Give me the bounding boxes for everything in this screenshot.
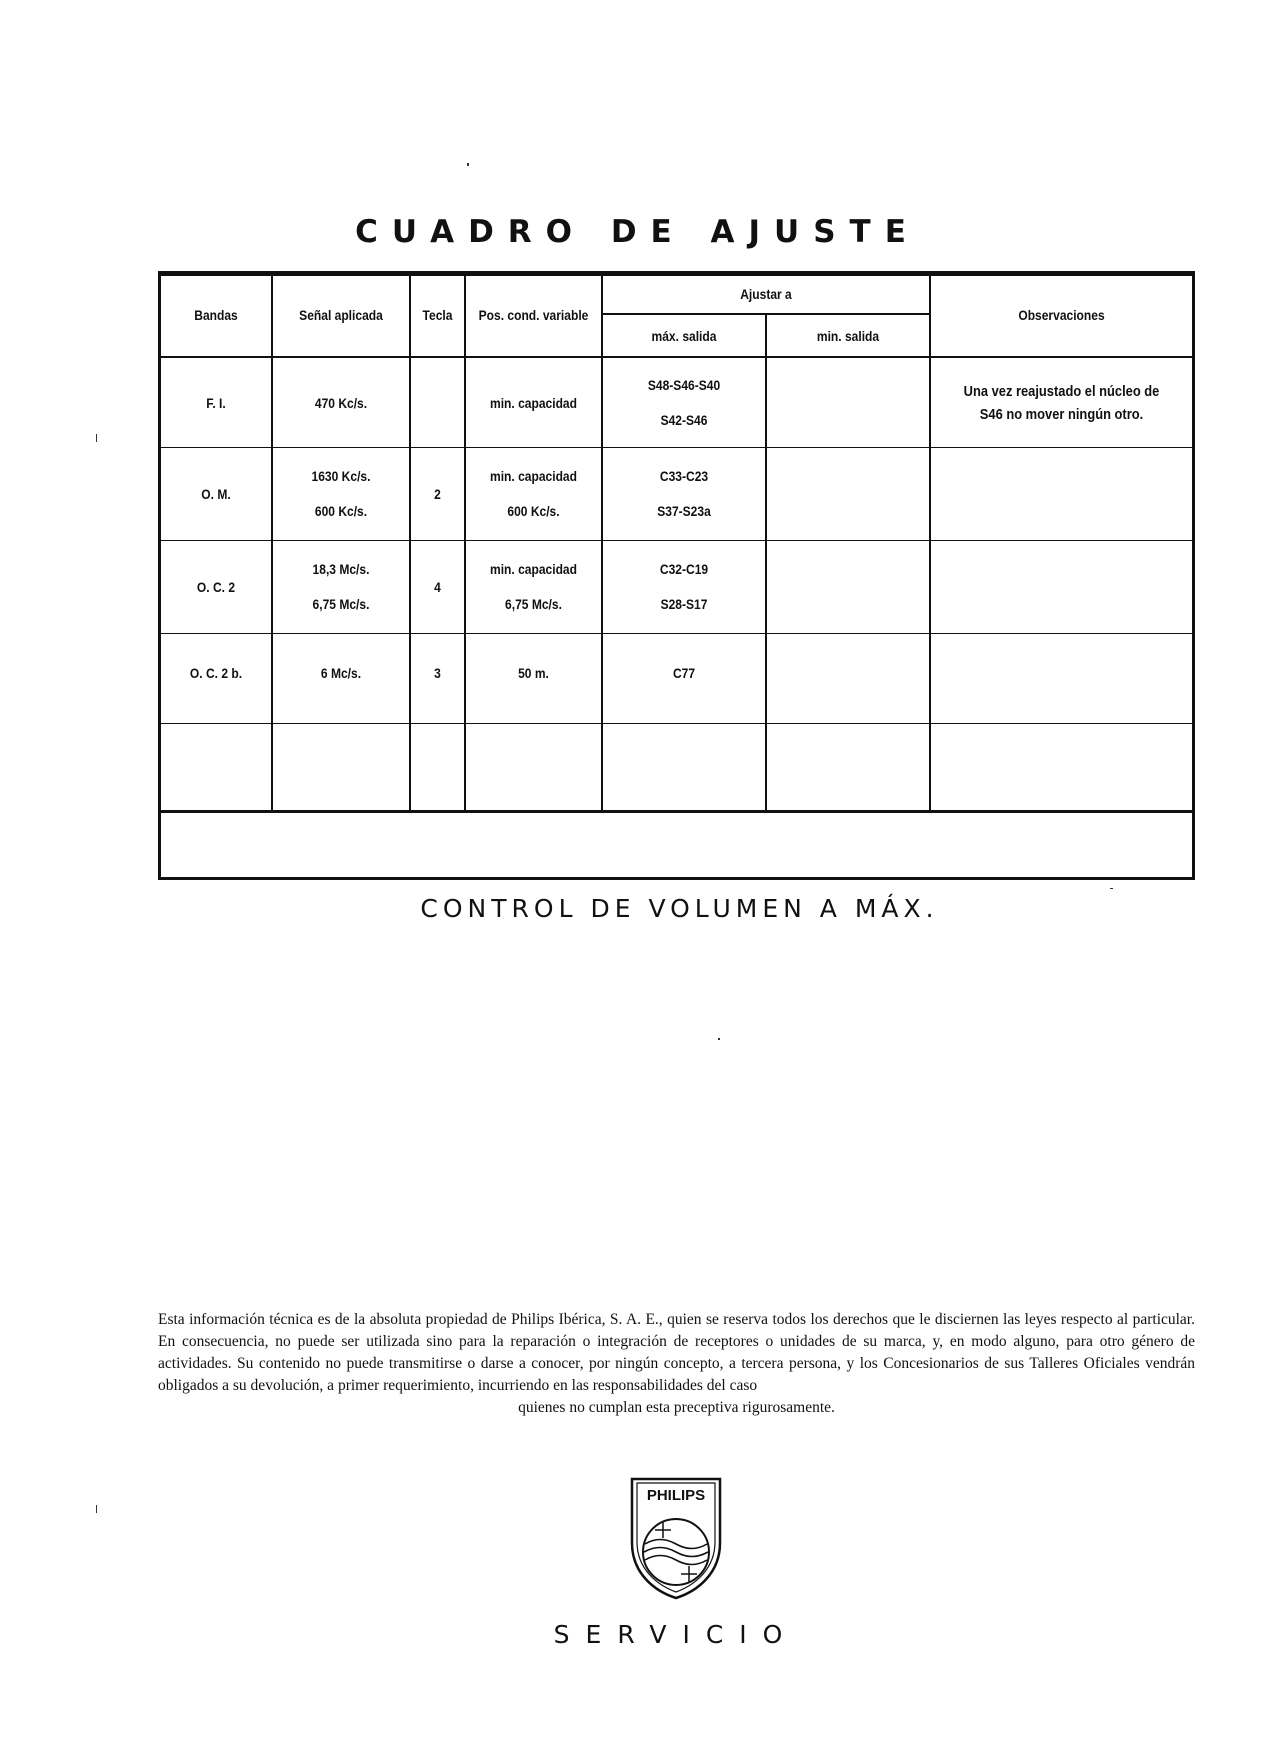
row2-pos bbox=[475, 448, 591, 540]
row2-max bbox=[614, 448, 753, 540]
row1-max-line1: S48-S46-S40 bbox=[647, 376, 721, 393]
row2-tecla: 2 bbox=[434, 486, 441, 502]
column-divider bbox=[271, 274, 273, 811]
row3-senal-line1: 18,3 Mc/s. bbox=[312, 561, 370, 577]
header-ajustar: Ajustar a bbox=[740, 285, 792, 302]
header-max: máx. salida bbox=[651, 327, 717, 344]
logo-brand: PHILIPS bbox=[646, 1487, 706, 1504]
row1-banda: F. I. bbox=[206, 394, 226, 411]
row2-senal-line2: 600 Kc/s. bbox=[314, 503, 368, 519]
scan-speck bbox=[1110, 888, 1113, 889]
row3-max bbox=[614, 541, 753, 633]
scan-speck bbox=[467, 163, 469, 166]
row2-max-line1: C33-C23 bbox=[659, 468, 709, 484]
row4-max: C77 bbox=[672, 664, 696, 681]
row1-observaciones bbox=[949, 358, 1173, 447]
row2-pos-line2: 600 Kc/s. bbox=[507, 503, 560, 519]
row4-pos: 50 m. bbox=[518, 664, 549, 681]
header-tecla: Tecla bbox=[422, 307, 453, 323]
scan-speck bbox=[96, 1505, 97, 1513]
row3-pos-line2: 6,75 Mc/s. bbox=[505, 596, 562, 612]
scan-speck bbox=[718, 1038, 720, 1040]
volume-control-note: CONTROL DE VOLUMEN A MÁX. bbox=[420, 894, 939, 923]
row2-max-line2: S37-S23a bbox=[657, 503, 711, 519]
legal-notice-last-line: quienes no cumplan esta preceptiva rigurosamente. bbox=[518, 1399, 835, 1416]
row1-pos: min. capacidad bbox=[490, 394, 577, 411]
row2-banda: O. M. bbox=[201, 486, 231, 502]
servicio-label: SERVICIO bbox=[553, 1620, 799, 1649]
adjustment-table bbox=[158, 271, 1195, 923]
philips-shield-logo bbox=[626, 1477, 726, 1600]
row-divider bbox=[161, 810, 1192, 813]
row3-senal-line2: 6,75 Mc/s. bbox=[312, 596, 370, 612]
row3-banda: O. C. 2 bbox=[196, 579, 236, 595]
legal-notice bbox=[158, 1309, 1195, 1419]
column-divider bbox=[601, 274, 603, 811]
row1-max bbox=[614, 358, 753, 447]
header-pos: Pos. cond. variable bbox=[478, 307, 589, 323]
row1-senal: 470 Kc/s. bbox=[314, 394, 368, 411]
row3-pos-line1: min. capacidad bbox=[490, 561, 577, 577]
scan-speck bbox=[96, 434, 97, 442]
row3-pos bbox=[475, 541, 591, 633]
row1-max-line2: S42-S46 bbox=[660, 411, 708, 428]
row2-senal-line1: 1630 Kc/s. bbox=[311, 468, 371, 484]
column-divider bbox=[464, 274, 466, 811]
row2-senal bbox=[283, 448, 400, 540]
column-divider bbox=[409, 274, 411, 811]
row1-obs-line2: S46 no mover ningún otro. bbox=[979, 405, 1144, 423]
row3-max-line1: C32-C19 bbox=[659, 561, 709, 577]
column-divider bbox=[765, 313, 767, 811]
row3-tecla: 4 bbox=[434, 579, 441, 595]
row4-banda: O. C. 2 b. bbox=[189, 664, 243, 681]
row1-obs-line1: Una vez reajustado el núcleo de bbox=[963, 382, 1160, 400]
header-bandas: Bandas bbox=[194, 307, 238, 323]
legal-notice-body: Esta información técnica es de la absoluta propiedad de Philips Ibérica, S. A. E., quien se reserva todos los derechos que le disciernen las leyes respecto al particular. En consecuencia, no puede ser utilizada sino para la reparación o integración de receptores o unidades de su marca, y, en modo alguno, para otro género de actividades. Su contenido no puede transmitirse o darse a conocer, por ningún concepto, a tercera persona, y los Concesionarios de sus Talleres Oficiales vendrán obligados a su devolución, a primer requerimiento, incurriendo en las responsabilidades del caso bbox=[158, 1311, 1195, 1394]
page-title: CUADRO DE AJUSTE bbox=[355, 214, 920, 250]
row3-senal bbox=[283, 541, 400, 633]
column-divider bbox=[929, 274, 931, 811]
header-observaciones: Observaciones bbox=[1018, 307, 1105, 323]
row3-max-line2: S28-S17 bbox=[660, 596, 708, 612]
header-senal: Señal aplicada bbox=[299, 307, 383, 323]
header-min: min. salida bbox=[816, 327, 880, 344]
row2-pos-line1: min. capacidad bbox=[490, 468, 577, 484]
row4-tecla: 3 bbox=[434, 664, 441, 681]
row4-senal: 6 Mc/s. bbox=[320, 664, 362, 681]
row-divider bbox=[161, 723, 1192, 724]
